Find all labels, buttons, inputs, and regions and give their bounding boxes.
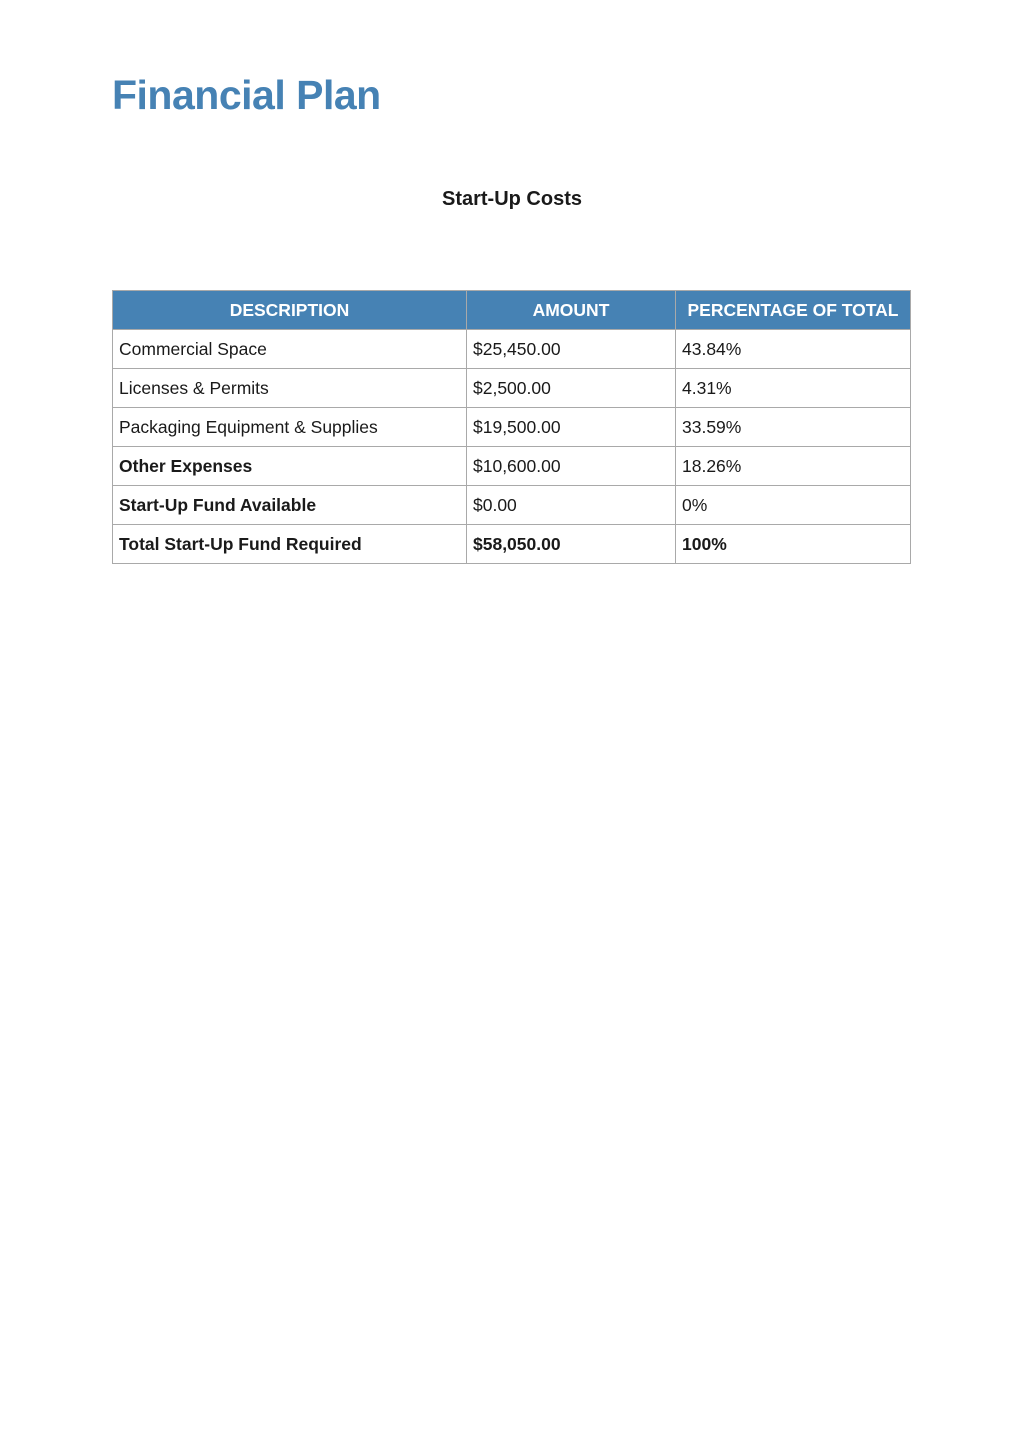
total-row	[113, 525, 911, 564]
cell-amount: $25,450.00	[467, 330, 676, 369]
table-row	[113, 330, 911, 369]
cell-percentage: 0%	[676, 486, 911, 525]
cell-amount: $58,050.00	[467, 525, 676, 564]
cell-description: Licenses & Permits	[113, 369, 467, 408]
cell-description: Packaging Equipment & Supplies	[113, 408, 467, 447]
header-row	[113, 291, 911, 330]
cell-percentage: 18.26%	[676, 447, 911, 486]
section-title: Start-Up Costs	[441, 188, 582, 210]
cell-amount: $2,500.00	[467, 369, 676, 408]
cell-amount: $10,600.00	[467, 447, 676, 486]
cell-percentage: 100%	[676, 525, 911, 564]
cell-description: Start-Up Fund Available	[113, 486, 467, 525]
cell-amount: $0.00	[467, 486, 676, 525]
cell-description: Other Expenses	[113, 447, 467, 486]
table-row	[113, 447, 911, 486]
cell-percentage: 4.31%	[676, 369, 911, 408]
column-header-description: DESCRIPTION	[113, 291, 467, 330]
table-row	[113, 486, 911, 525]
table-body	[113, 330, 911, 564]
table-header	[113, 291, 911, 330]
page-title: Financial Plan	[112, 72, 381, 118]
cell-amount: $19,500.00	[467, 408, 676, 447]
cell-description: Commercial Space	[113, 330, 467, 369]
column-header-amount: AMOUNT	[467, 291, 676, 330]
column-header-percentage: PERCENTAGE OF TOTAL	[676, 291, 911, 330]
table-row	[113, 369, 911, 408]
table-row	[113, 408, 911, 447]
cell-percentage: 33.59%	[676, 408, 911, 447]
cell-percentage: 43.84%	[676, 330, 911, 369]
start-up-costs-table	[112, 290, 911, 564]
cell-description: Total Start-Up Fund Required	[113, 525, 467, 564]
